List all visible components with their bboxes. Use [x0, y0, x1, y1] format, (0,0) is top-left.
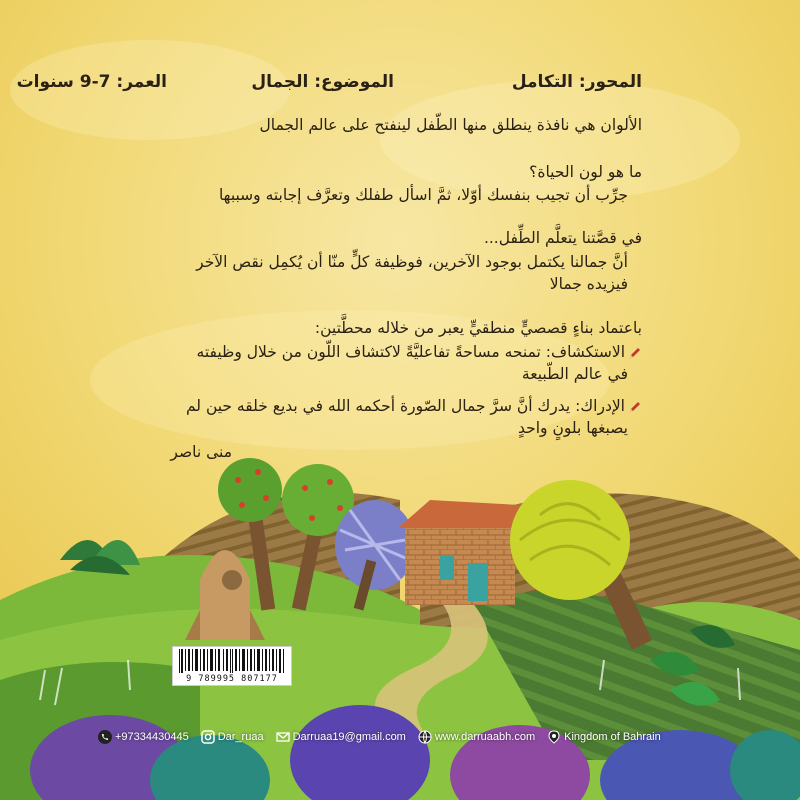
instagram-text: Dar_ruaa: [217, 731, 264, 743]
phone-icon: [98, 730, 112, 744]
question-text: جرِّب أن تجيب بنفسك أوّلا، ثمَّ اسأل طفلك وتعرَّف إجابته وسببها: [218, 186, 628, 204]
mail-icon: [276, 730, 290, 744]
contact-footer: [98, 727, 661, 747]
location-pin-icon: [547, 730, 561, 744]
isbn-barcode: [172, 646, 292, 686]
lesson-line1: أنَّ جمالنا يكتمل بوجود الآخرين، فوظيفة كلٍّ منّا أن يُكمِل نقص الآخر: [196, 253, 628, 271]
location-text: Kingdom of Bahrain: [564, 731, 661, 743]
website-text: www.darruaabh.com: [434, 731, 536, 743]
email-text: Darruaa19@gmail.com: [292, 731, 406, 743]
barcode-bars: [173, 647, 291, 673]
structure-item2-line1: الإدراك: يدرك أنَّ سرَّ جمال الصّورة أحكمه الله في بديع خلقه حين لم: [185, 397, 625, 415]
age-label: العمر: 7-9 سنوات: [16, 72, 167, 92]
question-title: ما هو لون الحياة؟: [529, 163, 642, 181]
pencil-icon: [628, 346, 642, 360]
footer-instagram[interactable]: [201, 730, 264, 744]
structure-item1-line2: في عالم الطّبيعة: [521, 365, 628, 383]
footer-website[interactable]: [418, 730, 535, 744]
lesson-line2: فيزيده جمالا: [549, 275, 628, 293]
structure-item2-line2: يصبغها بلونٍ واحدٍ: [518, 419, 628, 437]
structure-item2: [186, 394, 642, 418]
footer-email[interactable]: [276, 730, 406, 744]
isbn-number: 9 789995 807177: [186, 674, 278, 684]
footer-phone[interactable]: [98, 730, 189, 744]
phone-text: +97334430445: [115, 731, 189, 743]
structure-item1: [197, 340, 642, 364]
topic-label: الموضوع: الجمال: [251, 72, 394, 92]
axis-label: المحور: التكامل: [511, 72, 642, 92]
lesson-title: في قصَّتنا يتعلَّم الطِّفل...: [483, 229, 642, 247]
structure-title: باعتماد بناءٍ قصصيٍّ منطقيٍّ يعبر من خلاله محطَّتين:: [314, 319, 642, 337]
globe-icon: [418, 730, 432, 744]
instagram-icon: [201, 730, 215, 744]
footer-location[interactable]: [547, 730, 661, 744]
structure-item1-line1: الاستكشاف: تمنحه مساحةً تفاعليَّةً لاكتشاف اللّون من خلال وظيفته: [196, 343, 625, 361]
pencil-icon: [628, 400, 642, 414]
author-name: منى ناصر: [170, 443, 232, 461]
house: [398, 500, 522, 605]
intro-text: الألوان هي نافذة ينطلق منها الطّفل لينفتح على عالم الجمال: [259, 116, 642, 134]
